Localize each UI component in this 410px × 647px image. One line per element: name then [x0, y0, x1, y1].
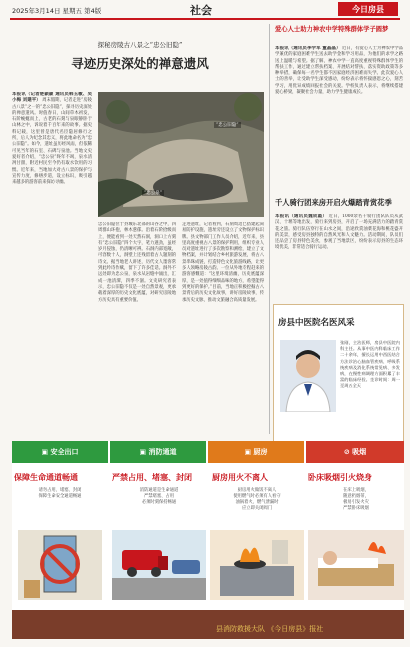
kitchen-icon: ▣	[244, 448, 254, 456]
poster-band-smoking: ⊘ 吸烟	[306, 441, 404, 463]
header-rule	[10, 18, 400, 20]
section-name: 社会	[190, 4, 212, 17]
lead-column-1-text: 周末假期，记者走进“房陵古八景”之一的“忠公旧隐”，探寻历史深处的禅意遗风。时值春日，山间草木初发，石阶蜿蜒而上，古老的石刻与泉眼静卧于山林之中，诉说着千百年来的故事。据史料记载，这里曾是唐代名臣隐居修行之所，后人为纪念其忠义，将此地命名为“忠公旧隐”。如今，遗址虽历经风雨，但依稀可见当年的石室、石碑与泉池。当地文史爱好者介绍，“忠公泉”终年不竭，泉水清冽甘甜，附近村民至今仍有取水饮用的习惯。近年来，当地加大对古八景的保护与宣传力度，修缮步道，设立标识，吸引越来越多的游客前来探访寻幽。	[12, 98, 92, 186]
slogan-kitchen: 厨房用火不离人	[212, 473, 268, 482]
doctor-portrait	[280, 340, 336, 412]
story-byline-charity: 本报讯（通讯员李学军 董晶晶）	[275, 46, 341, 51]
story-text-charity: 近日，有爱心人士为神农中学品学兼优的家庭困难学生送去助学金和学习用品，为他们的求学之路送上温暖与希望。据了解，神农中学一直高度重视特殊群体学生的帮扶工作，通过建立帮扶档案、开展结对帮扶、落实资助政策等多种举措，确保每一名学生都不因家庭经济困难而失学。此次爱心人士的善举，让受助学生深受感动，纷纷表示将怀揣感恩之心，刻苦学习，用优异成绩回报社会的关爱。学校负责人表示，将继续搭建爱心桥梁，凝聚社会力量，助力学生健康成长。	[275, 46, 403, 96]
photo-caption-1: “忠公旧隐”	[216, 123, 239, 128]
doctor-bio: 张刚，主治医师，房县中医院内科主任。从事中医内科临床工作二十余年，擅长运用中西医结合方法诊治心脑血管疾病、呼吸系统疾病及消化系统常见病、多发病，在慢性病调理方面积累了丰富的临床经验。坐诊时间：周一至周五全天	[340, 340, 400, 389]
story-byline-cycling: 本报讯（通讯员魏成霞）	[275, 214, 328, 219]
poster-footer-band	[12, 610, 404, 639]
lead-byline: 本报讯（记者楚颖颖 通讯员韩玉敏、吴小梅 刘建平）	[12, 92, 92, 104]
cave-photo-illustration	[98, 92, 264, 217]
illustration-smoking	[308, 520, 404, 608]
lead-column-2: 忠公旧隐位于县城东北部的山谷之中，四周群山环抱，林木葱郁。沿着石阶拾级而上，便能看到一处天然石洞，洞口上方刻有“忠公旧隐”四个大字，笔力遒劲，虽经岁月侵蚀，仍清晰可辨。石洞内部宽敞，可容数十人，洞壁上还残留着古人题刻的诗文。据当地老人讲述，历代文人墨客常到此吟诗作赋，留下了许多佳话。洞外不远处即为忠公泉，泉水从岩缝中涌出，汇成一池清潭，四季不涸。文史研究者表示，忠公旧隐不仅是一处自然景观，更承载着深厚的历史文化底蕴，对研究房陵地方历史具有重要价值。	[98, 222, 176, 303]
lead-headline: 寻迹历史深处的禅意遗风	[71, 56, 209, 71]
exit-icon: ▣	[41, 448, 51, 456]
kitchen-fire-illustration	[210, 520, 304, 608]
photo-caption-2: “忠公泉”	[144, 191, 163, 196]
poster-band-kitchen: ▣ 厨房	[208, 441, 304, 463]
story-body-cycling	[275, 214, 403, 298]
slogan-fire-lane: 严禁占用、堵塞、封闭	[112, 473, 192, 482]
story-headline-cycling: 千人骑行团来房开启火爆踏青赏花季	[275, 198, 392, 207]
story-headline-charity: 爱心人士助力神农中学特殊群体学子圆梦	[275, 26, 389, 33]
poster-footer-credit: 县消防救援大队 《今日房县》报社	[216, 625, 324, 633]
doctor-box-title: 房县中医院名医风采	[278, 318, 355, 328]
illustration-exit	[14, 520, 106, 608]
story-text-cycling: 近日，1000余名千骑行团队队员从武汉、十堰等地出发，骑行来到房县，开启了一场充满活力的踏青赏花之旅。骑行队伍穿行在山水之间，沿途欣赏油菜花海和桃花盛开的美景，感受房县独特的自然风光和人文魅力。活动期间，队员们还品尝了房县特色美食，参观了当地景区，纷纷表示房县的生态环境优美，非常适合骑行运动。	[275, 214, 403, 251]
smoking-icon: ⊘	[343, 448, 353, 456]
column-divider	[269, 24, 270, 434]
newspaper-logo: 今日房县	[338, 2, 398, 16]
blocked-exit-illustration	[14, 520, 106, 608]
fire-lane-illustration	[112, 520, 206, 608]
poster-band-fire-lane: ▣ 消防通道	[110, 441, 206, 463]
smoking-in-bed-illustration	[308, 520, 404, 608]
slogan-exit: 保障生命通道畅通	[14, 473, 78, 482]
issue-date: 2025年3月14日 星期五 第4版	[12, 7, 102, 15]
lead-photo	[98, 92, 264, 217]
lead-column-1	[12, 92, 92, 432]
poster-note-smoking: 在床上吸烟， 随意扔烟蒂， 极易引发火灾 严禁卧床吸烟	[343, 488, 369, 511]
doctor-portrait-image	[280, 340, 336, 412]
slogan-smoking: 卧床吸烟引火烧身	[308, 473, 372, 482]
illustration-fire-lane	[112, 520, 206, 608]
poster-note-fire-lane: 消防通道是生命通道 严禁堵塞、占用 必须时刻保持畅通	[139, 488, 179, 505]
poster-note-kitchen: 厨房用火做饭不离人 使用燃气时必须有人看守 油锅着火、燃气泄漏时 应立即关闭阀门	[233, 488, 281, 511]
lead-kicker: 探秘房陵古八景之“忠公旧隐”	[97, 41, 183, 49]
lead-column-3: 走进遗址，记者看到，石刻周边已搭建起简易防护设施，遗址旁还设立了文物保护标识牌。县文物部门工作人员介绍，近年来，县里高度重视古八景的保护利用，组织专业人员对遗址进行了多次勘察和测绘，建立了文物档案，并计划结合乡村旅游发展，将古八景串珠成链，打造特色文化旅游线路，让更多人领略房陵古韵。一位从外地专程赶来的游客感慨道：“这里环境清幽，历史底蕴深厚，是一处值得细细品味的地方，希望能得到更好的保护。”目前，当地正积极挖掘古八景背后的历史文化故事，讲好房陵故事，传承历史文脉，推动文旅融合高质量发展。	[182, 222, 264, 303]
poster-note-exit: 请勿占用、堵塞、封闭 保障生命安全通道畅通	[38, 488, 82, 499]
story-body-charity	[275, 46, 403, 192]
fire-lane-icon: ▣	[139, 448, 149, 456]
illustration-kitchen	[210, 520, 304, 608]
poster-band-exit: ▣ 安全出口	[12, 441, 108, 463]
